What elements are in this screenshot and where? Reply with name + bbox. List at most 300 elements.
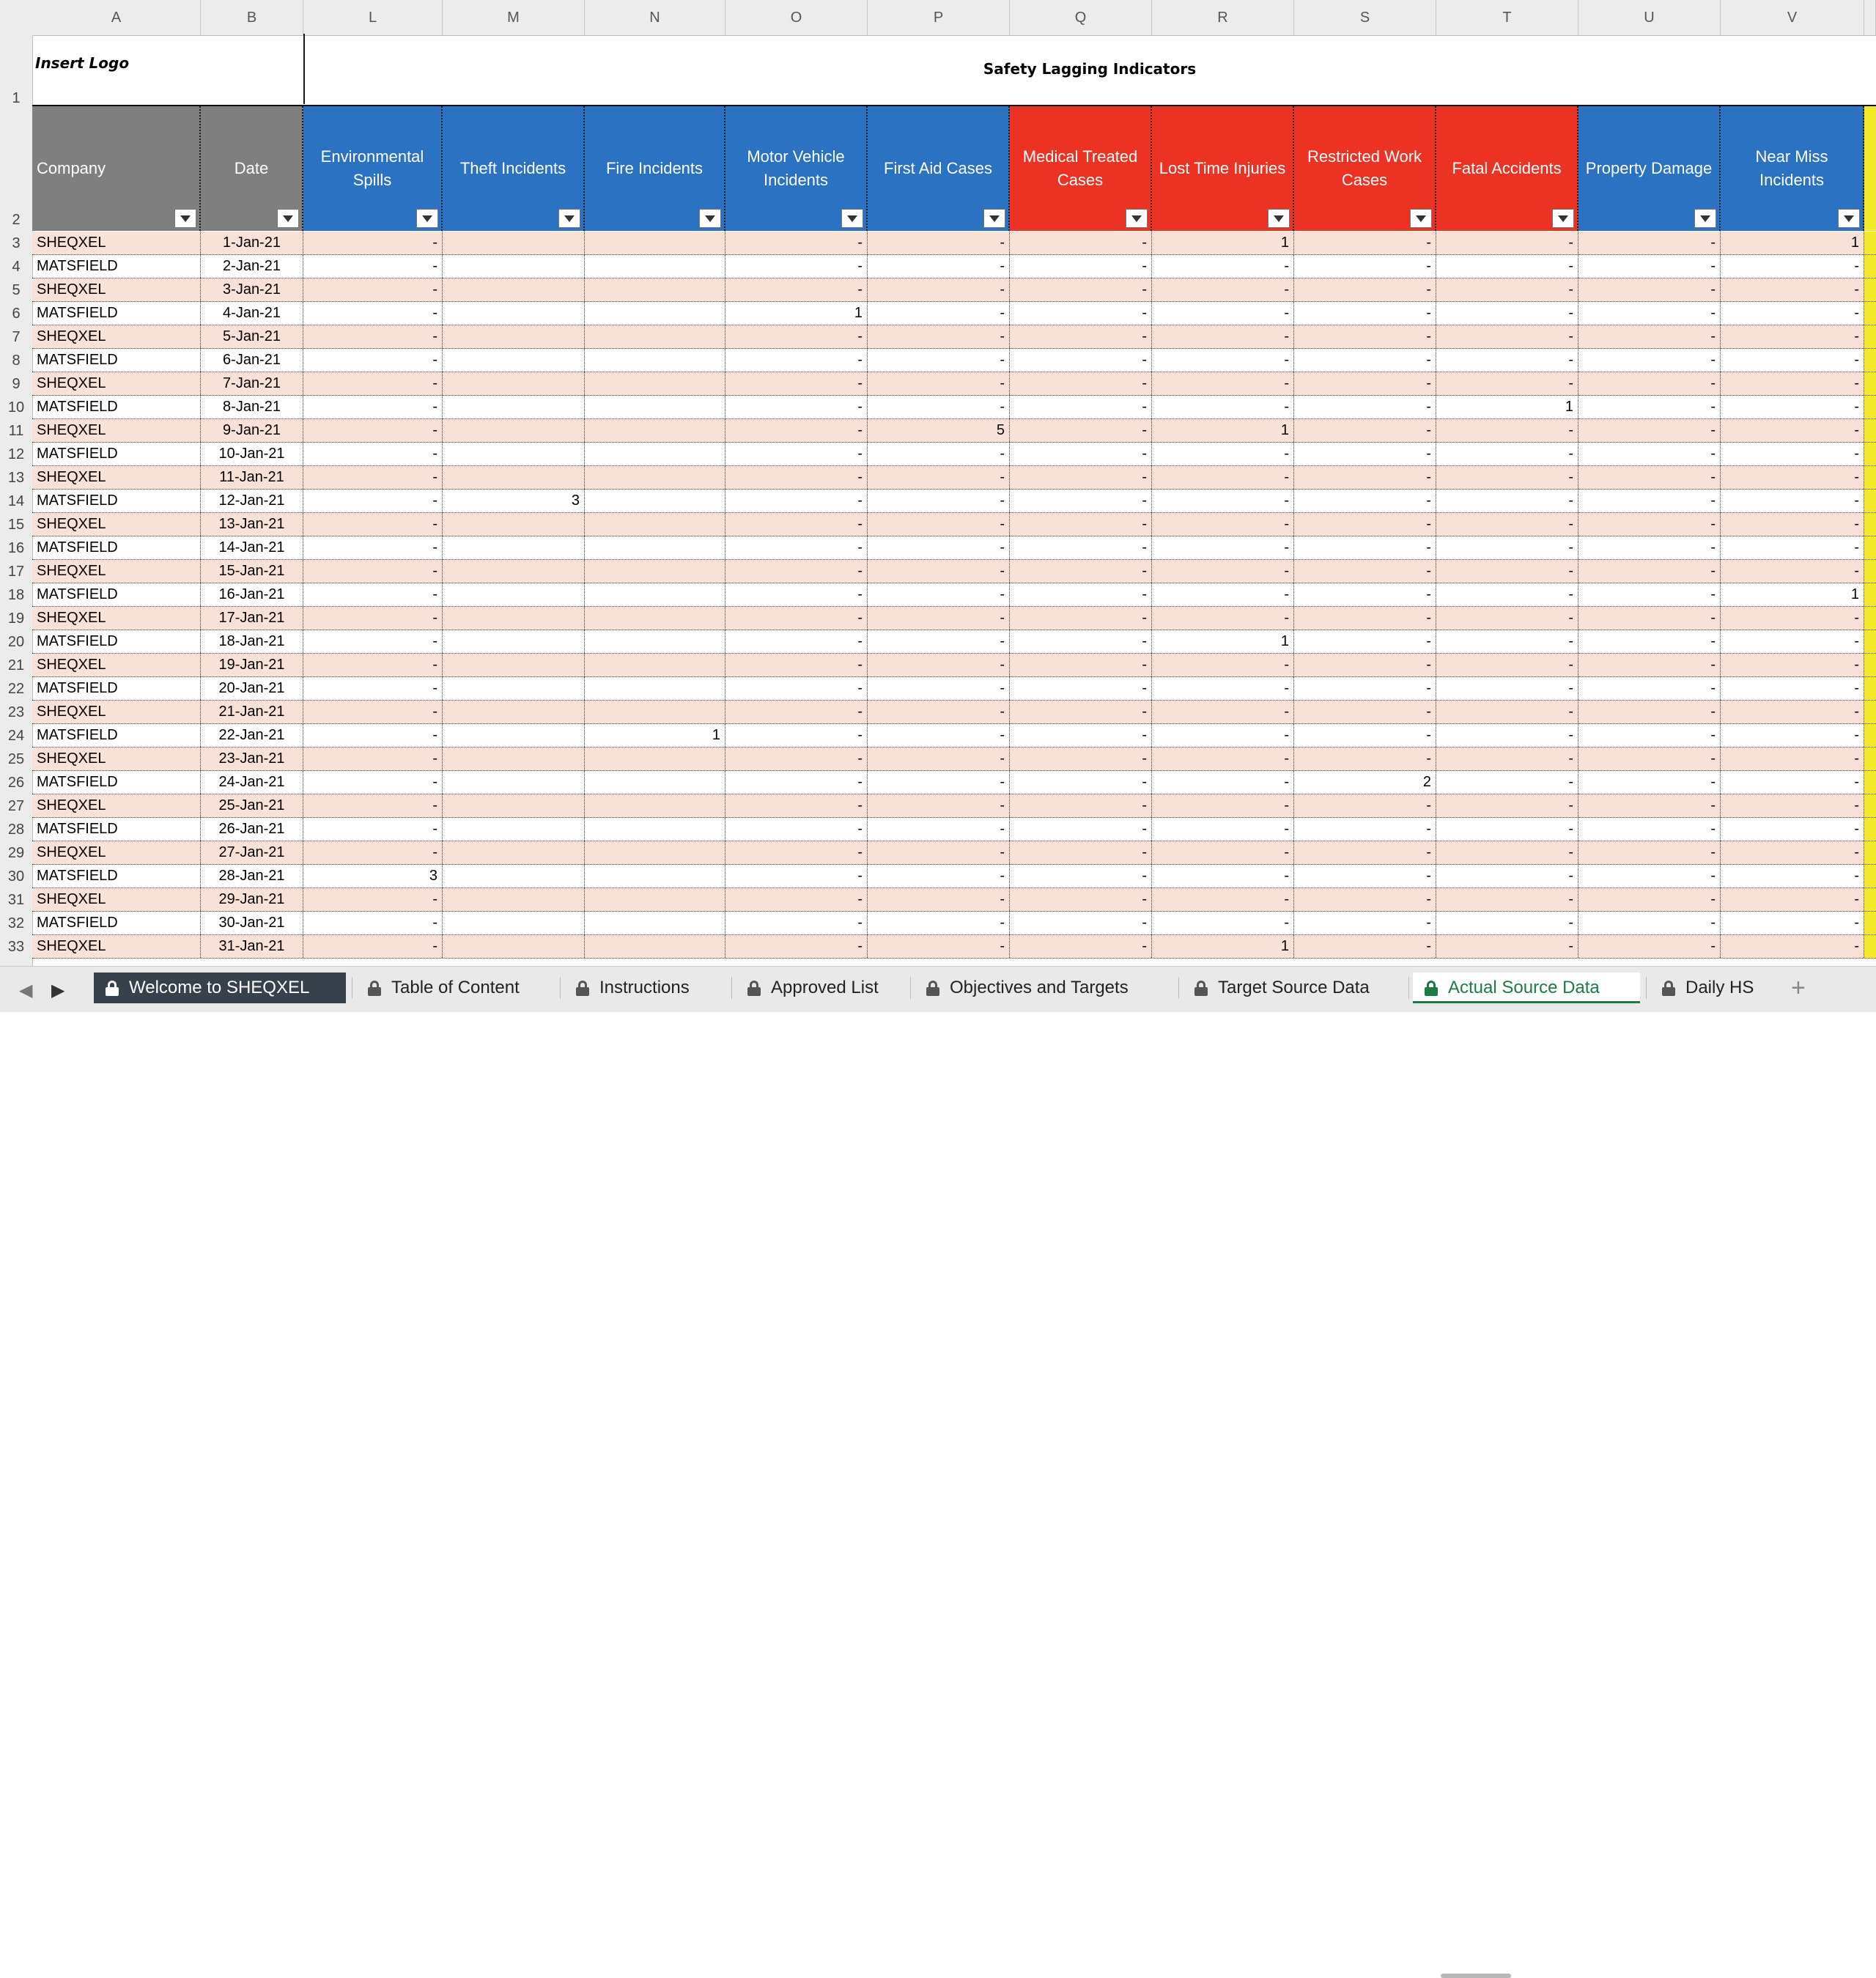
value-cell[interactable]: 1 (1152, 630, 1294, 653)
value-cell[interactable]: - (1152, 443, 1294, 465)
value-cell[interactable]: - (1152, 583, 1294, 606)
value-cell[interactable] (585, 513, 725, 536)
company-cell[interactable]: SHEQXEL (32, 513, 201, 536)
sheet-tab[interactable] (915, 973, 1172, 1003)
next-column-cell-edge[interactable] (1864, 748, 1876, 770)
value-cell[interactable]: - (303, 419, 443, 442)
value-cell[interactable]: - (868, 302, 1010, 325)
filter-dropdown-icon[interactable] (416, 209, 438, 228)
value-cell[interactable]: - (1578, 490, 1721, 512)
value-cell[interactable]: - (303, 677, 443, 700)
value-cell[interactable] (585, 419, 725, 442)
value-cell[interactable]: - (303, 654, 443, 676)
value-cell[interactable]: - (868, 396, 1010, 418)
value-cell[interactable] (443, 349, 585, 372)
value-cell[interactable]: - (1010, 536, 1152, 559)
add-sheet-icon[interactable]: + (1791, 974, 1806, 1002)
value-cell[interactable]: - (303, 302, 443, 325)
value-cell[interactable] (585, 325, 725, 348)
value-cell[interactable]: 1 (1152, 419, 1294, 442)
row-header[interactable]: 8 (12, 353, 21, 369)
value-cell[interactable]: - (1010, 583, 1152, 606)
value-cell[interactable]: - (1010, 818, 1152, 841)
value-cell[interactable]: - (725, 325, 868, 348)
company-cell[interactable]: SHEQXEL (32, 654, 201, 676)
value-cell[interactable]: - (725, 490, 868, 512)
value-cell[interactable] (585, 701, 725, 723)
value-cell[interactable]: - (1152, 865, 1294, 887)
value-cell[interactable]: - (1010, 372, 1152, 395)
value-cell[interactable]: - (1578, 325, 1721, 348)
next-column-cell-edge[interactable] (1864, 607, 1876, 630)
date-cell[interactable]: 13-Jan-21 (201, 513, 303, 536)
value-cell[interactable]: 1 (1721, 583, 1864, 606)
value-cell[interactable]: - (1294, 794, 1436, 817)
value-cell[interactable]: - (1721, 513, 1864, 536)
value-cell[interactable]: - (303, 583, 443, 606)
next-column-cell-edge[interactable] (1864, 935, 1876, 958)
value-cell[interactable] (585, 748, 725, 770)
value-cell[interactable] (585, 278, 725, 301)
value-cell[interactable]: - (1294, 466, 1436, 489)
sheet-tab[interactable] (1413, 973, 1640, 1003)
value-cell[interactable]: - (1152, 302, 1294, 325)
value-cell[interactable]: - (1010, 630, 1152, 653)
value-cell[interactable]: - (1436, 701, 1578, 723)
value-cell[interactable]: 1 (585, 724, 725, 747)
value-cell[interactable] (443, 748, 585, 770)
value-cell[interactable]: - (1152, 748, 1294, 770)
value-cell[interactable]: - (303, 748, 443, 770)
value-cell[interactable] (585, 654, 725, 676)
next-column-cell-edge[interactable] (1864, 443, 1876, 465)
company-cell[interactable]: SHEQXEL (32, 888, 201, 911)
value-cell[interactable]: - (1721, 396, 1864, 418)
next-column-cell-edge[interactable] (1864, 771, 1876, 794)
value-cell[interactable]: 1 (1152, 232, 1294, 254)
value-cell[interactable]: - (1721, 888, 1864, 911)
value-cell[interactable]: - (1578, 748, 1721, 770)
value-cell[interactable]: - (868, 654, 1010, 676)
date-cell[interactable]: 25-Jan-21 (201, 794, 303, 817)
row-header[interactable]: 31 (7, 892, 25, 908)
value-cell[interactable]: - (1436, 278, 1578, 301)
value-cell[interactable]: - (1721, 607, 1864, 630)
company-cell[interactable]: MATSFIELD (32, 536, 201, 559)
date-cell[interactable]: 30-Jan-21 (201, 912, 303, 934)
value-cell[interactable]: - (303, 466, 443, 489)
value-cell[interactable]: 3 (303, 865, 443, 887)
value-cell[interactable]: - (1721, 771, 1864, 794)
value-cell[interactable]: - (1436, 841, 1578, 864)
column-header-o[interactable]: O (725, 0, 868, 35)
value-cell[interactable]: - (1436, 724, 1578, 747)
value-cell[interactable]: - (868, 677, 1010, 700)
value-cell[interactable]: - (1294, 607, 1436, 630)
filter-dropdown-icon[interactable] (1694, 209, 1716, 228)
value-cell[interactable]: - (1010, 513, 1152, 536)
value-cell[interactable]: 1 (1721, 232, 1864, 254)
value-cell[interactable]: 1 (1436, 396, 1578, 418)
sheet-tab[interactable] (1650, 973, 1772, 1003)
sheet-tab[interactable] (564, 973, 725, 1003)
value-cell[interactable]: - (1294, 536, 1436, 559)
value-cell[interactable]: - (1152, 677, 1294, 700)
value-cell[interactable]: - (1436, 443, 1578, 465)
value-cell[interactable]: - (1010, 865, 1152, 887)
value-cell[interactable]: - (1436, 349, 1578, 372)
filter-dropdown-icon[interactable] (277, 209, 299, 228)
value-cell[interactable]: - (1010, 232, 1152, 254)
value-cell[interactable]: - (1578, 865, 1721, 887)
value-cell[interactable]: - (1294, 278, 1436, 301)
value-cell[interactable]: - (868, 349, 1010, 372)
value-cell[interactable]: - (1294, 396, 1436, 418)
row-header[interactable]: 13 (7, 470, 25, 486)
value-cell[interactable]: - (303, 607, 443, 630)
value-cell[interactable]: - (725, 724, 868, 747)
value-cell[interactable] (443, 396, 585, 418)
value-cell[interactable] (443, 630, 585, 653)
value-cell[interactable]: - (868, 278, 1010, 301)
row-header[interactable]: 11 (8, 423, 24, 439)
value-cell[interactable]: - (1010, 255, 1152, 278)
company-cell[interactable]: SHEQXEL (32, 232, 201, 254)
company-cell[interactable]: SHEQXEL (32, 325, 201, 348)
value-cell[interactable]: - (1578, 654, 1721, 676)
value-cell[interactable]: - (1578, 841, 1721, 864)
value-cell[interactable]: - (1721, 560, 1864, 583)
column-header-q[interactable]: Q (1010, 0, 1152, 35)
value-cell[interactable]: - (1010, 560, 1152, 583)
row-header[interactable]: 24 (7, 728, 25, 744)
value-cell[interactable] (585, 888, 725, 911)
value-cell[interactable]: - (1152, 724, 1294, 747)
value-cell[interactable]: - (1436, 372, 1578, 395)
column-header-v[interactable]: V (1721, 0, 1864, 35)
value-cell[interactable]: - (1010, 724, 1152, 747)
value-cell[interactable]: - (1578, 443, 1721, 465)
value-cell[interactable] (443, 724, 585, 747)
value-cell[interactable] (585, 349, 725, 372)
value-cell[interactable]: - (868, 724, 1010, 747)
value-cell[interactable]: - (1436, 466, 1578, 489)
value-cell[interactable]: - (1294, 419, 1436, 442)
value-cell[interactable]: - (1578, 677, 1721, 700)
date-cell[interactable]: 24-Jan-21 (201, 771, 303, 794)
date-cell[interactable]: 15-Jan-21 (201, 560, 303, 583)
value-cell[interactable]: - (1578, 607, 1721, 630)
value-cell[interactable]: - (1294, 865, 1436, 887)
date-cell[interactable]: 21-Jan-21 (201, 701, 303, 723)
next-column-cell-edge[interactable] (1864, 255, 1876, 278)
row-header[interactable]: 18 (7, 587, 25, 603)
value-cell[interactable]: - (1436, 912, 1578, 934)
date-cell[interactable]: 29-Jan-21 (201, 888, 303, 911)
value-cell[interactable]: - (868, 372, 1010, 395)
value-cell[interactable]: - (725, 865, 868, 887)
value-cell[interactable]: - (1721, 912, 1864, 934)
company-cell[interactable]: MATSFIELD (32, 490, 201, 512)
value-cell[interactable]: - (1294, 490, 1436, 512)
value-cell[interactable]: - (1721, 841, 1864, 864)
company-cell[interactable]: SHEQXEL (32, 607, 201, 630)
sheet-tab[interactable] (94, 973, 346, 1003)
value-cell[interactable] (585, 583, 725, 606)
value-cell[interactable]: - (1578, 935, 1721, 958)
value-cell[interactable] (443, 701, 585, 723)
value-cell[interactable]: 1 (1152, 935, 1294, 958)
next-column-cell-edge[interactable] (1864, 677, 1876, 700)
company-cell[interactable]: MATSFIELD (32, 302, 201, 325)
value-cell[interactable]: - (1436, 232, 1578, 254)
value-cell[interactable]: - (868, 490, 1010, 512)
value-cell[interactable]: - (1152, 513, 1294, 536)
next-column-cell-edge[interactable] (1864, 232, 1876, 254)
value-cell[interactable]: - (1721, 536, 1864, 559)
next-column-cell-edge[interactable] (1864, 630, 1876, 653)
date-cell[interactable]: 22-Jan-21 (201, 724, 303, 747)
value-cell[interactable] (443, 232, 585, 254)
value-cell[interactable]: - (1294, 677, 1436, 700)
company-cell[interactable]: MATSFIELD (32, 583, 201, 606)
next-column-cell-edge[interactable] (1864, 490, 1876, 512)
value-cell[interactable]: - (1152, 490, 1294, 512)
value-cell[interactable]: - (868, 583, 1010, 606)
value-cell[interactable]: - (1578, 302, 1721, 325)
value-cell[interactable]: - (1436, 794, 1578, 817)
value-cell[interactable]: - (725, 794, 868, 817)
value-cell[interactable]: - (1721, 466, 1864, 489)
value-cell[interactable]: - (1436, 818, 1578, 841)
company-cell[interactable]: SHEQXEL (32, 935, 201, 958)
value-cell[interactable]: - (303, 701, 443, 723)
value-cell[interactable]: - (725, 560, 868, 583)
value-cell[interactable]: - (1721, 278, 1864, 301)
value-cell[interactable]: - (303, 771, 443, 794)
sheet-tab[interactable] (736, 973, 904, 1003)
date-cell[interactable]: 4-Jan-21 (201, 302, 303, 325)
filter-dropdown-icon[interactable] (699, 209, 721, 228)
value-cell[interactable]: - (725, 466, 868, 489)
value-cell[interactable]: - (1152, 888, 1294, 911)
value-cell[interactable] (585, 466, 725, 489)
value-cell[interactable]: - (1721, 748, 1864, 770)
company-cell[interactable]: MATSFIELD (32, 677, 201, 700)
value-cell[interactable] (443, 677, 585, 700)
next-column-cell-edge[interactable] (1864, 583, 1876, 606)
column-header-u[interactable]: U (1578, 0, 1721, 35)
date-cell[interactable]: 28-Jan-21 (201, 865, 303, 887)
value-cell[interactable]: - (1294, 724, 1436, 747)
company-cell[interactable]: MATSFIELD (32, 396, 201, 418)
date-cell[interactable]: 19-Jan-21 (201, 654, 303, 676)
value-cell[interactable]: - (1152, 771, 1294, 794)
value-cell[interactable]: - (1010, 396, 1152, 418)
value-cell[interactable]: - (1010, 654, 1152, 676)
row-header[interactable]: 12 (7, 446, 25, 462)
value-cell[interactable] (585, 560, 725, 583)
row-header[interactable]: 3 (12, 235, 21, 251)
date-cell[interactable]: 6-Jan-21 (201, 349, 303, 372)
value-cell[interactable]: - (868, 232, 1010, 254)
value-cell[interactable]: - (1010, 302, 1152, 325)
date-cell[interactable]: 7-Jan-21 (201, 372, 303, 395)
value-cell[interactable] (443, 443, 585, 465)
value-cell[interactable]: - (1436, 325, 1578, 348)
value-cell[interactable] (443, 278, 585, 301)
value-cell[interactable]: - (303, 372, 443, 395)
value-cell[interactable]: - (303, 630, 443, 653)
next-column-cell-edge[interactable] (1864, 818, 1876, 841)
value-cell[interactable]: - (1010, 349, 1152, 372)
logo-placeholder[interactable]: Insert Logo (35, 54, 130, 72)
next-column-cell-edge[interactable] (1864, 536, 1876, 559)
value-cell[interactable]: - (303, 724, 443, 747)
value-cell[interactable]: - (725, 841, 868, 864)
company-cell[interactable]: SHEQXEL (32, 794, 201, 817)
company-cell[interactable]: SHEQXEL (32, 372, 201, 395)
value-cell[interactable] (585, 865, 725, 887)
value-cell[interactable]: - (1436, 630, 1578, 653)
value-cell[interactable] (585, 443, 725, 465)
next-column-cell-edge[interactable] (1864, 513, 1876, 536)
value-cell[interactable]: - (1010, 443, 1152, 465)
value-cell[interactable]: - (303, 794, 443, 817)
value-cell[interactable] (585, 935, 725, 958)
next-column-cell-edge[interactable] (1864, 349, 1876, 372)
value-cell[interactable]: - (1294, 841, 1436, 864)
value-cell[interactable]: - (1721, 255, 1864, 278)
next-column-cell-edge[interactable] (1864, 419, 1876, 442)
value-cell[interactable]: - (1721, 865, 1864, 887)
company-cell[interactable]: MATSFIELD (32, 818, 201, 841)
value-cell[interactable]: - (303, 536, 443, 559)
value-cell[interactable]: - (1436, 935, 1578, 958)
value-cell[interactable]: - (1436, 583, 1578, 606)
value-cell[interactable] (443, 302, 585, 325)
value-cell[interactable]: - (725, 278, 868, 301)
value-cell[interactable] (585, 912, 725, 934)
filter-dropdown-icon[interactable] (174, 209, 196, 228)
value-cell[interactable]: - (1152, 325, 1294, 348)
value-cell[interactable]: - (303, 396, 443, 418)
value-cell[interactable] (443, 325, 585, 348)
value-cell[interactable]: - (1010, 748, 1152, 770)
value-cell[interactable]: - (1152, 536, 1294, 559)
value-cell[interactable]: - (868, 325, 1010, 348)
value-cell[interactable] (443, 888, 585, 911)
value-cell[interactable]: - (1152, 349, 1294, 372)
value-cell[interactable]: - (1436, 677, 1578, 700)
value-cell[interactable]: - (1578, 536, 1721, 559)
sheet-tab[interactable] (1183, 973, 1403, 1003)
value-cell[interactable] (443, 466, 585, 489)
date-cell[interactable]: 23-Jan-21 (201, 748, 303, 770)
row-header[interactable]: 4 (12, 259, 21, 275)
date-cell[interactable]: 16-Jan-21 (201, 583, 303, 606)
date-cell[interactable]: 31-Jan-21 (201, 935, 303, 958)
row-header[interactable]: 7 (12, 329, 21, 345)
column-header-n[interactable]: N (585, 0, 725, 35)
value-cell[interactable] (585, 677, 725, 700)
row-header[interactable]: 22 (7, 681, 25, 697)
value-cell[interactable]: - (1294, 349, 1436, 372)
value-cell[interactable]: - (1152, 912, 1294, 934)
row-header[interactable]: 9 (12, 376, 21, 392)
value-cell[interactable]: - (1436, 654, 1578, 676)
next-column-cell-edge[interactable] (1864, 912, 1876, 934)
value-cell[interactable]: - (1294, 935, 1436, 958)
company-cell[interactable]: MATSFIELD (32, 912, 201, 934)
filter-dropdown-icon[interactable] (1838, 209, 1860, 228)
row-header[interactable]: 20 (7, 634, 25, 650)
value-cell[interactable]: - (868, 607, 1010, 630)
value-cell[interactable]: - (1721, 325, 1864, 348)
value-cell[interactable]: - (868, 701, 1010, 723)
next-column-cell-edge[interactable] (1864, 794, 1876, 817)
date-cell[interactable]: 18-Jan-21 (201, 630, 303, 653)
value-cell[interactable]: - (1721, 490, 1864, 512)
value-cell[interactable]: - (725, 232, 868, 254)
next-column-cell-edge[interactable] (1864, 888, 1876, 911)
value-cell[interactable]: - (1294, 888, 1436, 911)
value-cell[interactable]: - (1152, 818, 1294, 841)
value-cell[interactable]: - (1578, 583, 1721, 606)
value-cell[interactable]: - (1294, 748, 1436, 770)
row-header[interactable]: 28 (7, 822, 25, 838)
company-cell[interactable]: SHEQXEL (32, 560, 201, 583)
value-cell[interactable]: - (1578, 560, 1721, 583)
value-cell[interactable]: - (868, 888, 1010, 911)
value-cell[interactable] (443, 560, 585, 583)
next-column-cell-edge[interactable] (1864, 396, 1876, 418)
company-cell[interactable]: SHEQXEL (32, 278, 201, 301)
value-cell[interactable]: - (303, 818, 443, 841)
value-cell[interactable]: - (1721, 654, 1864, 676)
value-cell[interactable]: - (725, 443, 868, 465)
next-column-cell-edge[interactable] (1864, 841, 1876, 864)
value-cell[interactable] (443, 536, 585, 559)
value-cell[interactable] (443, 513, 585, 536)
row-header[interactable]: 1 (12, 90, 21, 106)
company-cell[interactable]: SHEQXEL (32, 466, 201, 489)
value-cell[interactable] (443, 912, 585, 934)
value-cell[interactable]: - (303, 912, 443, 934)
next-column-cell-edge[interactable] (1864, 278, 1876, 301)
filter-dropdown-icon[interactable] (1126, 209, 1148, 228)
value-cell[interactable]: - (1294, 443, 1436, 465)
company-cell[interactable]: SHEQXEL (32, 841, 201, 864)
value-cell[interactable]: - (1294, 560, 1436, 583)
next-column-cell-edge[interactable] (1864, 466, 1876, 489)
value-cell[interactable]: - (868, 630, 1010, 653)
value-cell[interactable]: - (1152, 794, 1294, 817)
value-cell[interactable]: - (1721, 677, 1864, 700)
row-header[interactable]: 21 (7, 657, 25, 674)
date-cell[interactable]: 12-Jan-21 (201, 490, 303, 512)
value-cell[interactable]: - (1721, 935, 1864, 958)
value-cell[interactable] (443, 607, 585, 630)
value-cell[interactable] (443, 583, 585, 606)
next-column-cell-edge[interactable] (1864, 701, 1876, 723)
column-header-t[interactable]: T (1436, 0, 1578, 35)
company-cell[interactable]: MATSFIELD (32, 724, 201, 747)
value-cell[interactable]: - (1436, 536, 1578, 559)
value-cell[interactable] (443, 865, 585, 887)
value-cell[interactable]: - (1721, 419, 1864, 442)
value-cell[interactable]: - (1578, 232, 1721, 254)
